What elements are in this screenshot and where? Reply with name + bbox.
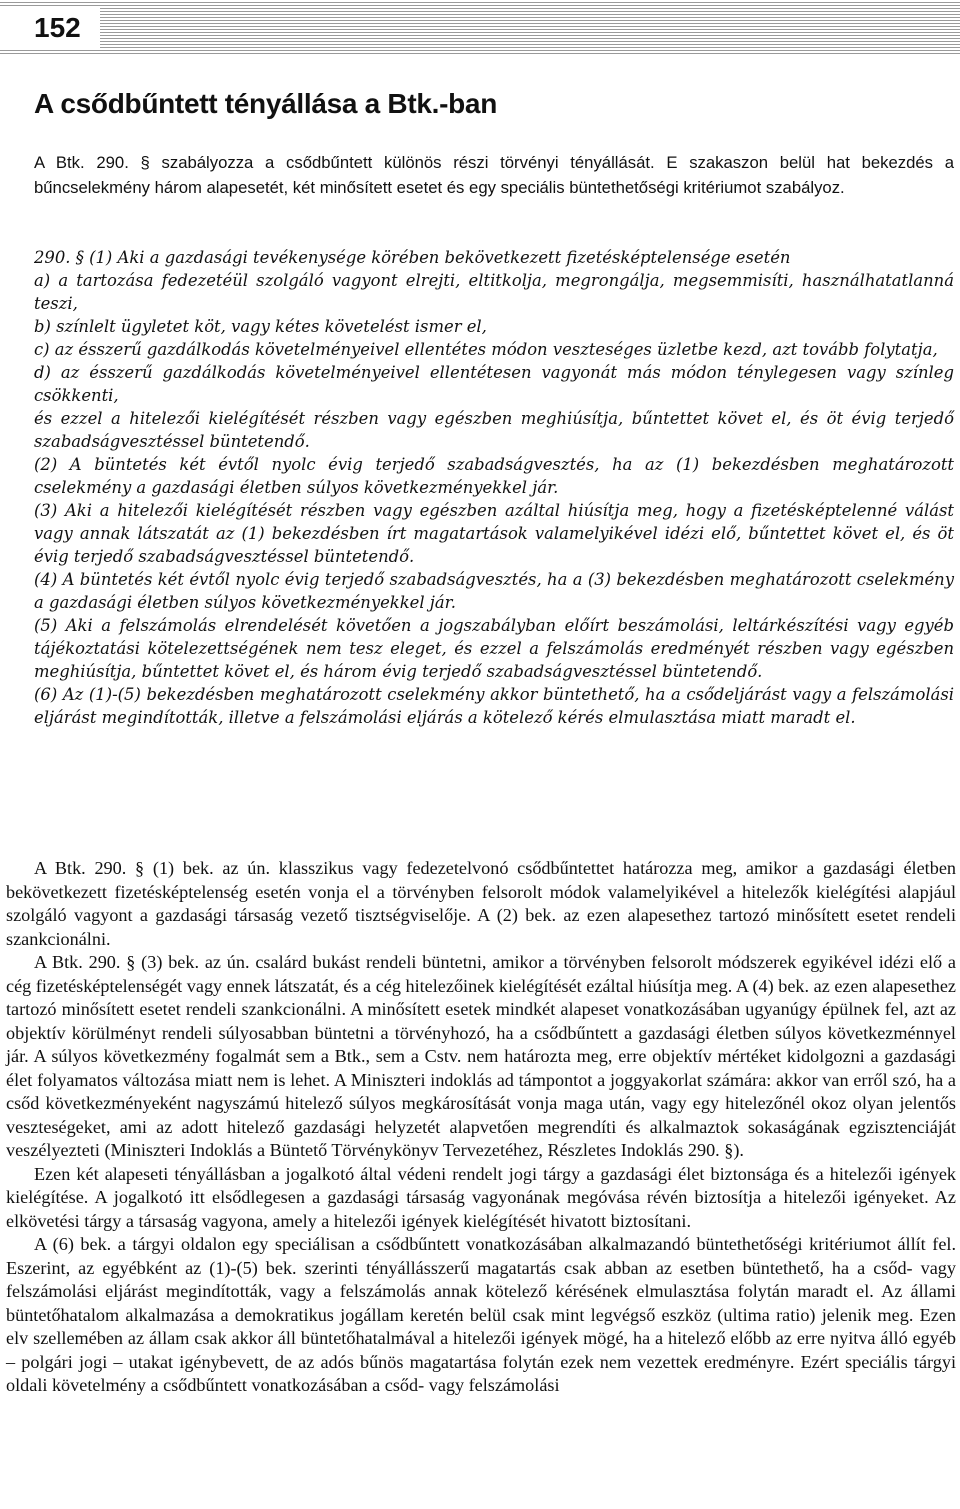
- commentary-paragraph: A Btk. 290. § (3) bek. az ún. csalárd bukást rendeli büntetni, amikor a törvényben felsorolt módszerek egyikével idézi elő a cég fizetésképtelenségét vagy ennek látszatát, és a cég hitelezőinek kielégítését ezáltal hiúsítja meg. A (4) bek. az ezen alapesethez tartozó minősített esetet rendeli szankcionálni. A minősített esetek mindkét alapeset vonatkozásában ugyanúgy épülnek fel, azt az objektív körülményt rendeli súlyosabban büntetni a törvényhozó, ha a csődbűntett a gazdasági életben súlyos következménnyel jár. A súlyos következmény fogalmát sem a Btk., sem a Cstv. nem határozta meg, erre objektív mértéket kidolgozni a gazdasági élet folyamatos változása miatt nem is lehet. A Miniszteri indoklás ad támpontot a joggyakorlat számára: akkor van erről szó, ha a csőd következményeként nagyszámú hitelező súlyos megkárosítását vonja maga után, vagy egy hitelezőnél okoz olyan jelentős veszteségeket, ami az adott hitelező gazdasági helyzetét alapvetően megrendíti és alkalmaztok sokaságának egzisztenciáját veszélyezteti (Miniszteri Indoklás a Büntető Törvénykönyv Tervezetéhez, Részletes Indoklás 290. §).: [6, 952, 956, 1160]
- statute-point-d: d) az ésszerű gazdálkodás követelményeivel ellentétesen vagyonát más módon ténylegesen vagy színleg csökkenti,: [34, 363, 954, 405]
- commentary-paragraph: A (6) bek. a tárgyi oldalon egy speciálisan a csődbűntett vonatkozásában alkalmazandó büntethetőségi kritériumot állít fel. Eszerint, az egyébként az (1)-(5) bek. szerinti tényállásszerű magatartás csak abban az esetben büntethető, ha a csőd- vagy felszámolási eljárást megindították, vagy a felszámolás annak kötelező kérésének elmulasztása folytán maradt el. Az állami büntetőhatalom alkalmazása a demokratikus jogállam keretén belül csak mint legvégső eszköz (ultima ratio) jelenik meg. Ezen elv szellemében az állam csak akkor áll büntetőhatalmával a hitelezői igények mögé, ha a hitelező előbb az erre nyitva álló egyéb – polgári jogi – utakat igénybevett, de az adós bűnös magatartása folytán ezek nem vezettek eredményre. Ezért speciális tárgyi oldali követelmény a csődbűntett vonatkozásában a csőd- vagy felszámolási: [6, 1234, 956, 1395]
- statute-point-a: a) a tartozása fedezetéül szolgáló vagyont elrejti, eltitkolja, megrongálja, megsemmisíti, használhatatlanná teszi,: [34, 271, 954, 313]
- statute-paragraph-3: (3) Aki a hitelezői kielégítését részben vagy egészben azáltal hiúsítja meg, hogy a fizetésképtelenné válást vagy annak látszatát az (1) bekezdésben írt magatartások valamelyikével idézi elő, bűntettet követ el, és öt évig terjedő szabadságvesztéssel büntetendő.: [34, 501, 954, 566]
- section-title: A csődbűntett tényállása a Btk.-ban: [34, 88, 497, 119]
- statute-text: [34, 246, 954, 729]
- statute-point-b: b) színlelt ügyletet köt, vagy kétes követelést ismer el,: [34, 317, 487, 336]
- commentary-paragraph: Ezen két alapeseti tényállásban a jogalkotó által védeni rendelt jogi tárgy a gazdasági élet biztonsága és a hitelezői igények kielégítése. A jogalkotó itt elsődlegesen a gazdasági társaság vagyonának megóvása révén biztosítja a hitelezői igényeket. Az elkövetési tárgy a társaság vagyona, amely a hitelezői igények kielégítését hivatott biztosítani.: [6, 1163, 956, 1231]
- intro-paragraph: A Btk. 290. § szabályozza a csődbűntett különös részi törvényi tényállását. E szakaszon belül hat bekezdés a bűncselekmény három alapesetét, két minősített esetet és egy speciális büntethetőségi kritériumot szabályoz.: [34, 153, 954, 197]
- header-bar: [0, 0, 960, 56]
- statute-sanction: és ezzel a hitelezői kielégítését részben vagy egészben meghiúsítja, bűntettet követ el, és öt évig terjedő szabadságvesztéssel büntetendő.: [34, 409, 954, 451]
- page-number: 152: [0, 6, 100, 50]
- statute-paragraph-6: (6) Az (1)-(5) bekezdésben meghatározott cselekmény akkor büntethető, ha a csődeljárást vagy a felszámolási eljárást megindították, illetve a felszámolási eljárás a kötelező kérés elmulasztása miatt maradt el.: [34, 685, 954, 727]
- commentary-text: [6, 857, 956, 1398]
- statute-paragraph-5: (5) Aki a felszámolás elrendelését követően a jogszabályban előírt beszámolási, leltárkészítési vagy egyéb tájékoztatási kötelezettségének nem tesz eleget, és ezzel a felszámolás eredményét részben vagy egészben meghiúsítja, bűntettet követ el, és három évig terjedő szabadságvesztéssel büntetendő.: [34, 616, 954, 681]
- statute-paragraph-4: (4) A büntetés két évtől nyolc évig terjedő szabadságvesztés, ha a (3) bekezdésben meghatározott cselekmény a gazdasági életben súlyos következményekkel jár.: [34, 570, 954, 612]
- statute-paragraph-1: 290. § (1) Aki a gazdasági tevékenysége körében bekövetkezett fizetésképtelensége esetén: [34, 248, 791, 267]
- statute-paragraph-2: (2) A büntetés két évtől nyolc évig terjedő szabadságvesztés, ha az (1) bekezdésben meghatározott cselekmény a gazdasági életben súlyos következményekkel jár.: [34, 455, 954, 497]
- statute-point-c: c) az ésszerű gazdálkodás követelményeivel ellentétes módon veszteséges üzletbe kezd, azt tovább folytatja,: [34, 340, 938, 359]
- commentary-paragraph: A Btk. 290. § (1) bek. az ún. klasszikus vagy fedezetelvonó csődbűntettet határozza meg, amikor a gazdasági életben bekövetkezett fizetésképtelenség esetén vonja el a törvényben felsorolt módok valamelyikével a hitelezők kielégítési alapjául szolgáló vagyont a gazdasági társaság vezető tisztségviselője. A (2) bek. az ezen alapesethez tartozó minősített esetet rendeli szankcionálni.: [6, 858, 956, 949]
